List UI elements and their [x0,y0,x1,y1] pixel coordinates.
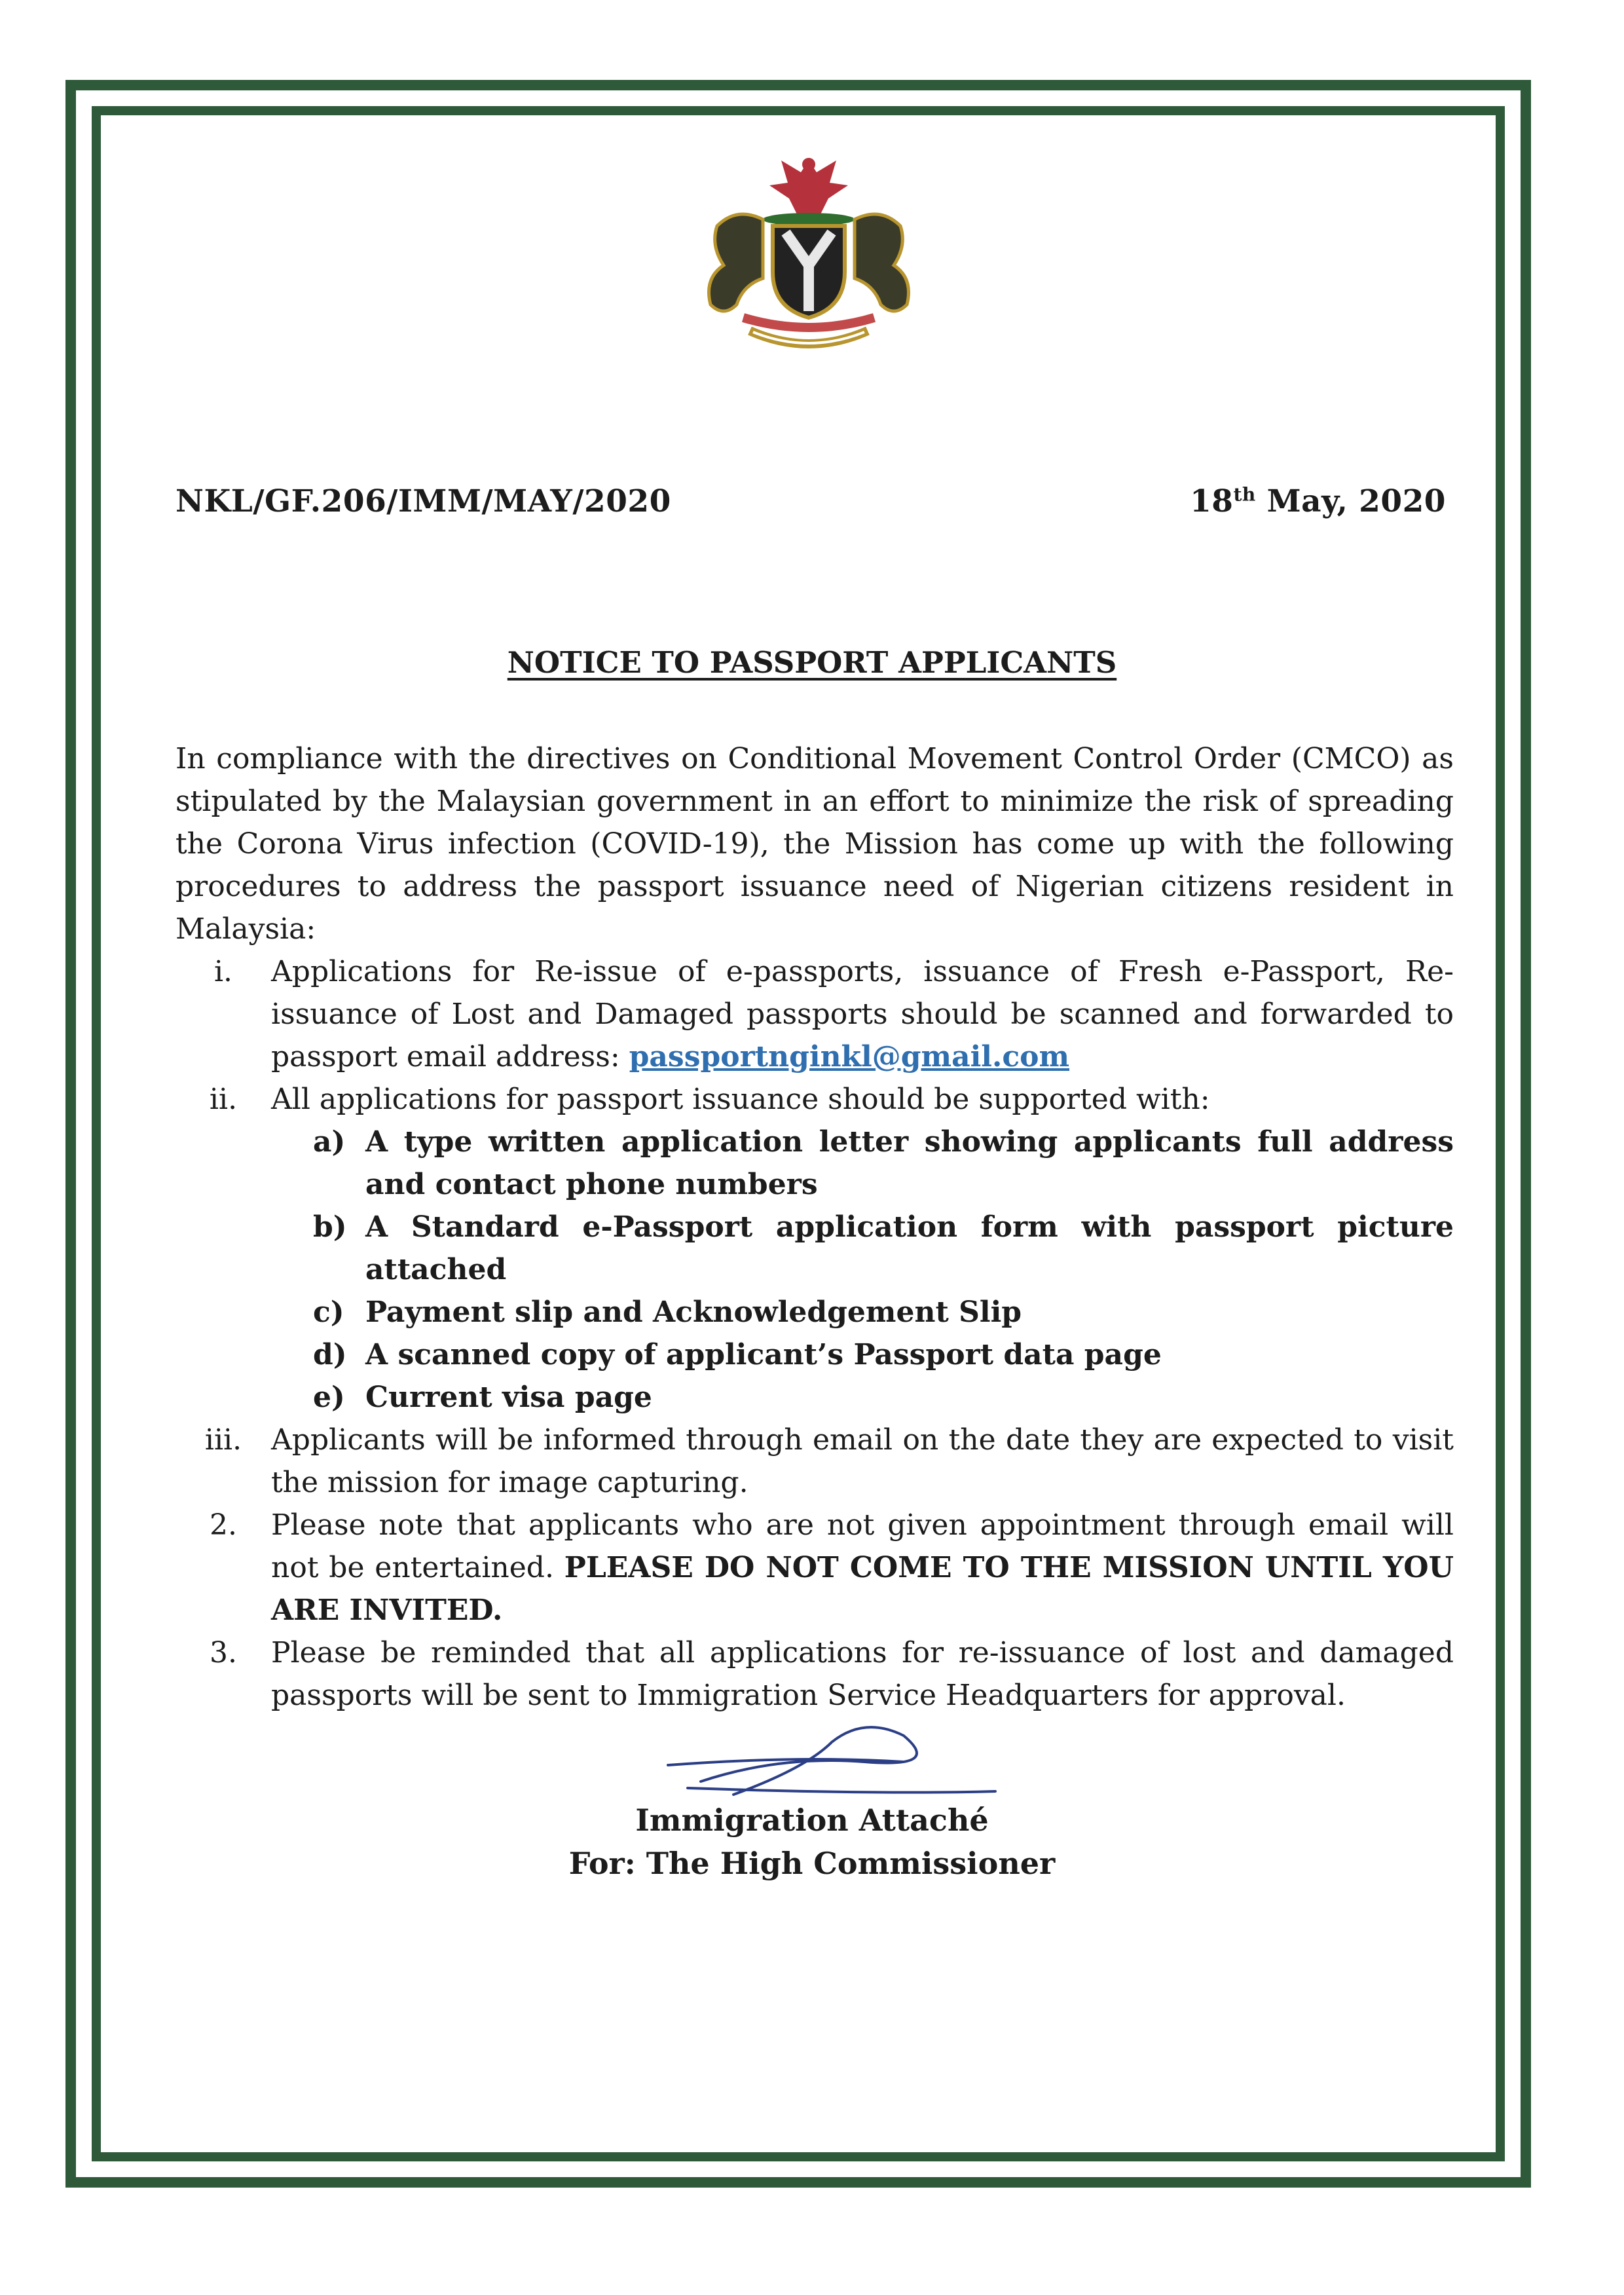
coat-of-arms-icon [684,147,933,357]
letter-date: 18th May, 2020 [1190,483,1446,519]
notice-body [175,737,1454,1717]
sub-list-item: e) Current visa page [313,1381,652,1414]
sub-list-item: a) A type written application letter showing applicants full address and contact phone numbers [313,1125,1454,1201]
intro-paragraph: In compliance with the directives on Conditional Movement Control Order (CMCO) as stipulated by the Malaysian government in an effort to minimize the risk of spreading the Corona Virus infection (COVID-19), the Mission has come up with the following procedures to address the passport issuance need of Nigerian citizens resident in Malaysia: [175,742,1454,946]
sub-list-item: b) A Standard e-Passport application form with passport picture attached [313,1210,1454,1286]
list-item: i. Applications for Re-issue of e-passports, issuance of Fresh e-Passport, Re-issuance of Lost and Damaged passports should be scanned and forwarded to passport email address: passportnginkl@gmail.com [213,955,1454,1073]
numbered-paragraph: 3. Please be reminded that all applications for re-issuance of lost and damaged passports will be sent to Immigration Service Headquarters for approval. [210,1636,1454,1712]
signatory-title: Immigration Attaché [635,1802,989,1838]
numbered-paragraph: 2. Please note that applicants who are not given appointment through email will not be entertained. PLEASE DO NOT COME TO THE MISSION UNTIL YOU ARE INVITED. [210,1508,1454,1627]
passport-email-link[interactable]: passportnginkl@gmail.com [629,1040,1070,1073]
sub-list-item: d) A scanned copy of applicant’s Passport data page [313,1338,1162,1371]
sub-list-item: c) Payment slip and Acknowledgement Slip [313,1296,1022,1329]
list-item: iii. Applicants will be informed through email on the date they are expected to visit the mission for image capturing. [204,1423,1454,1499]
sign-off [0,1799,1624,1885]
signature-icon [648,1703,1002,1814]
list-item: ii. All applications for passport issuance should be supported with: [209,1083,1210,1116]
letter-header [175,483,1446,519]
signatory-office: For: The High Commissioner [568,1846,1056,1881]
notice-title: NOTICE TO PASSPORT APPLICANTS [507,645,1117,680]
reference-number: NKL/GF.206/IMM/MAY/2020 [175,483,671,519]
